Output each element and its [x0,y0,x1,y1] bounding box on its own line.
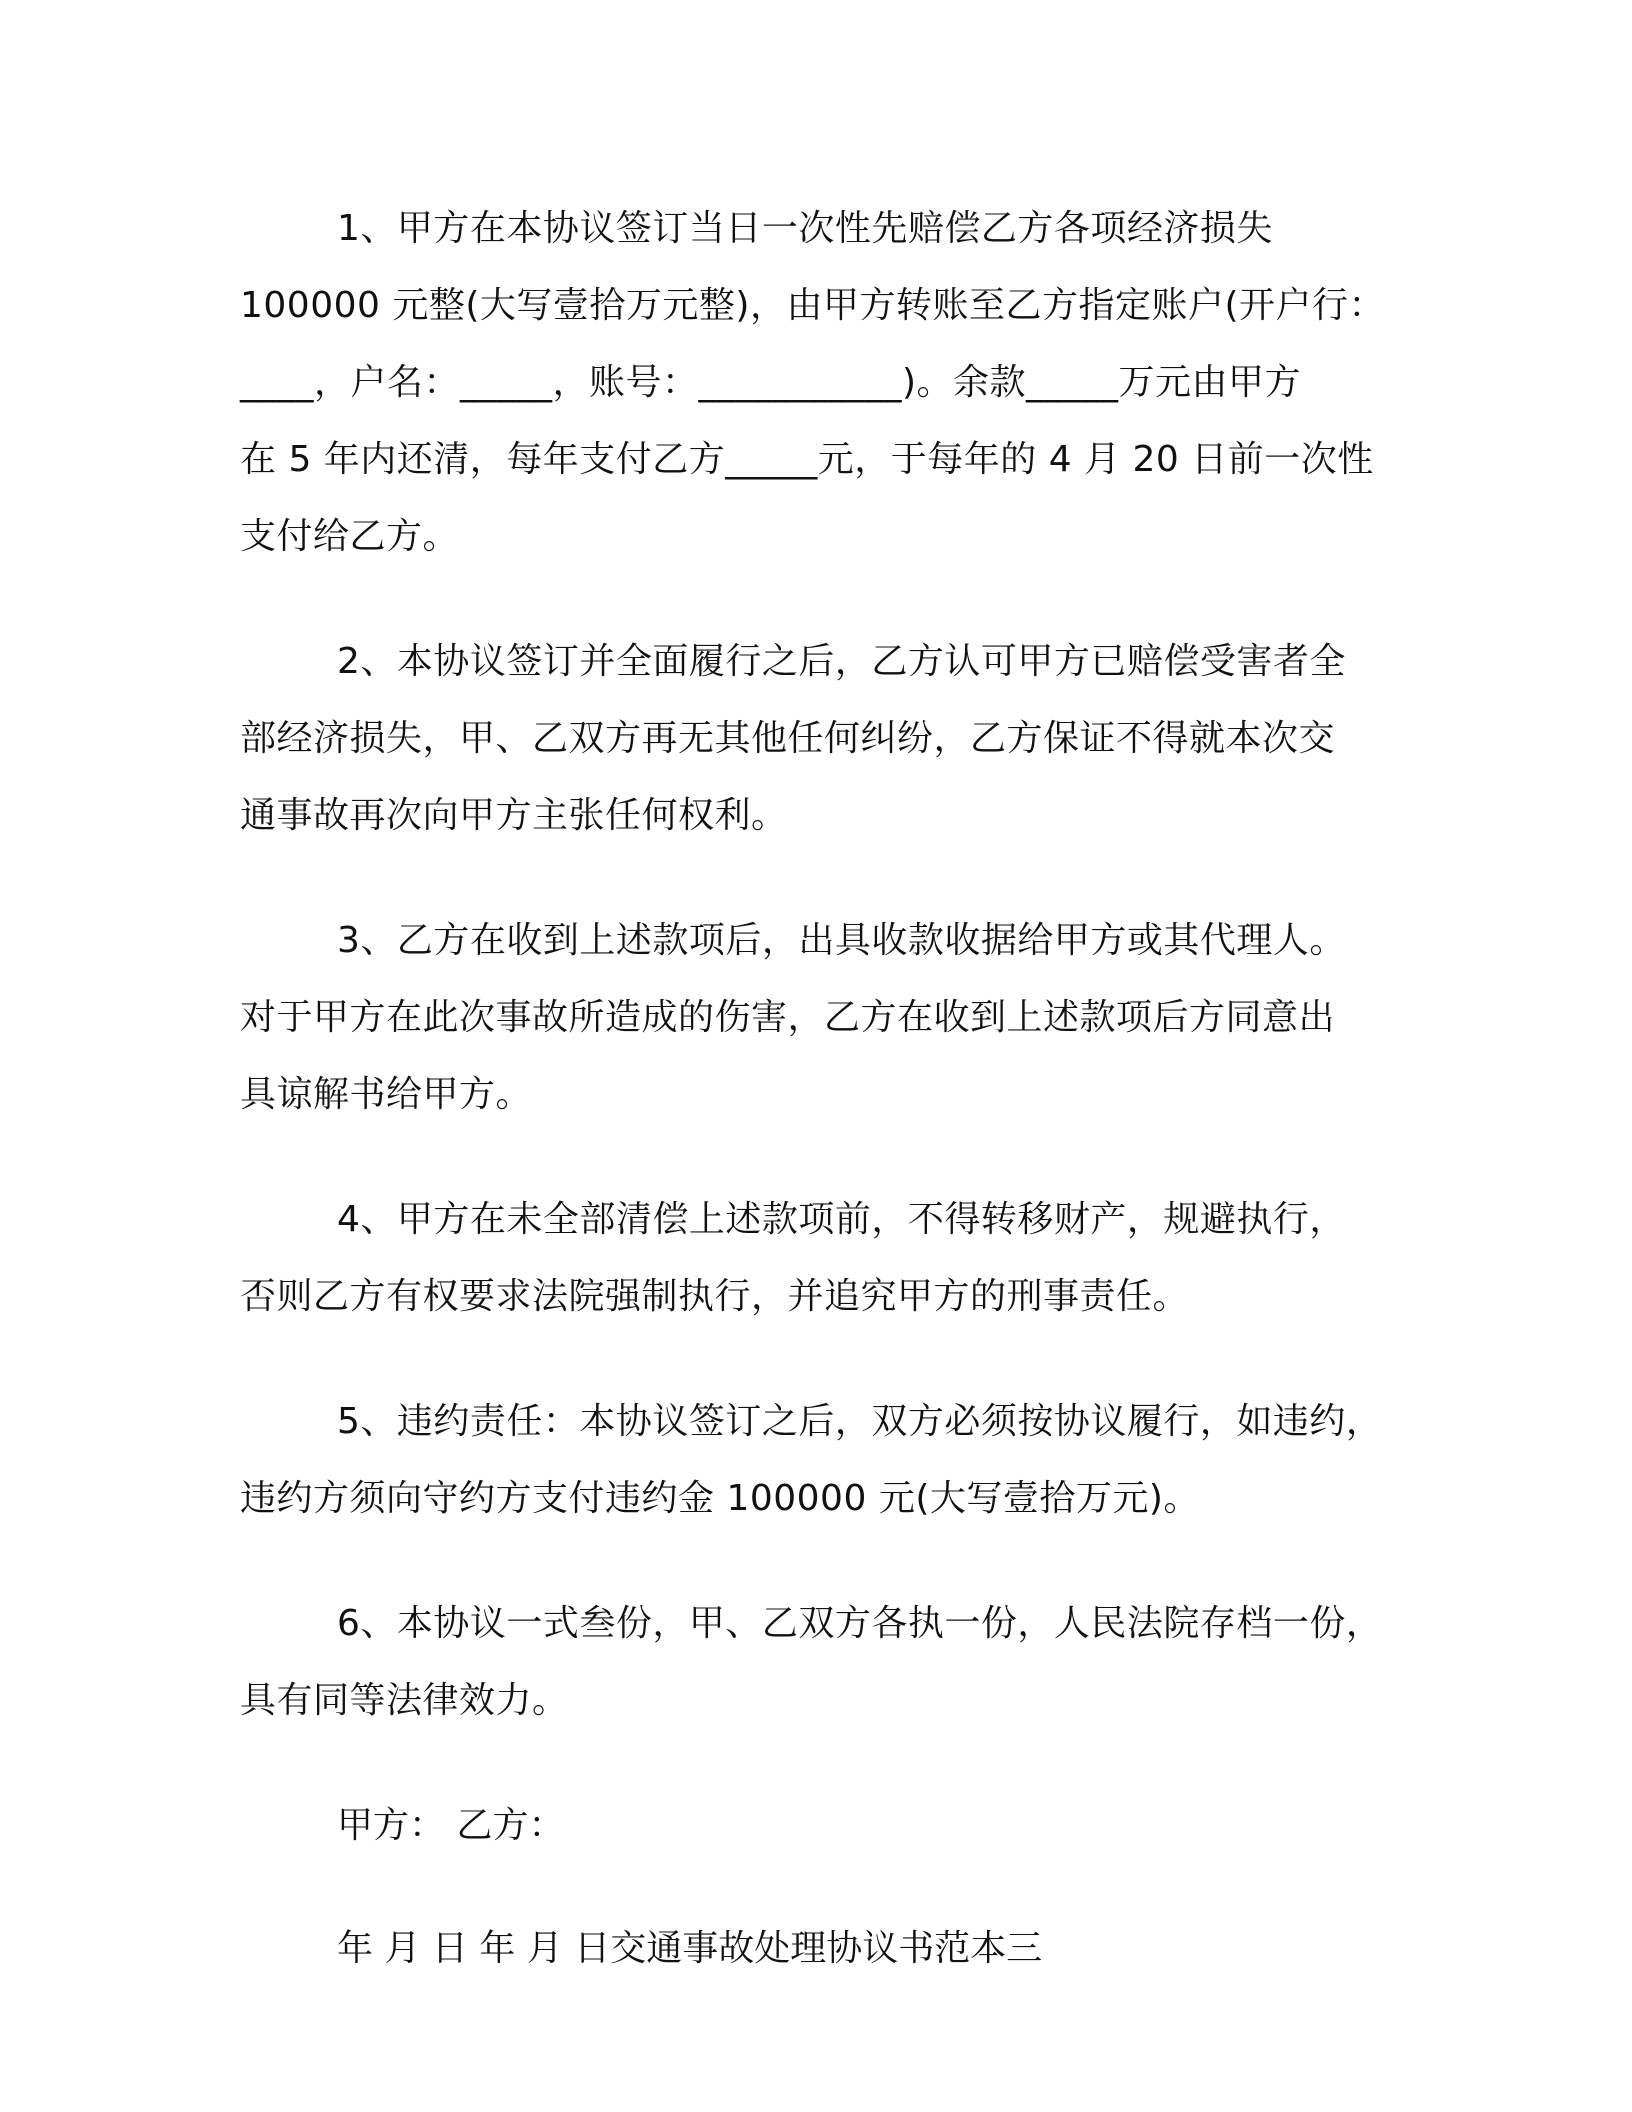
date-line: 年 月 日 年 月 日交通事故处理协议书范本三 [337,1928,1043,1969]
clause-line: 通事故再次向甲方主张任何权利。 [240,795,788,836]
clause-line: 6、本协议一式叁份，甲、乙双方各执一份，人民法院存档一份， [337,1603,1383,1644]
clause-line: ____，户名：_____，账号：___________)。余款_____万元由甲方 [240,362,1302,403]
clause-line: 对于甲方在此次事故所造成的伤害，乙方在收到上述款项后方同意出 [240,997,1336,1038]
clause-2 [240,623,1400,854]
clause-line: 否则乙方有权要求法院强制执行，并追究甲方的刑事责任。 [240,1276,1190,1317]
clause-line: 违约方须向守约方支付违约金 100000 元(大写壹拾万元)。 [240,1478,1200,1519]
clause-line: 3、乙方在收到上述款项后，出具收款收据给甲方或其代理人。 [337,920,1346,961]
clause-line: 100000 元整(大写壹拾万元整)，由甲方转账至乙方指定账户(开户行： [240,285,1386,326]
clause-1 [240,190,1400,575]
clause-line: 5、违约责任：本协议签订之后，双方必须按协议履行，如违约， [337,1401,1383,1442]
clause-line: 部经济损失，甲、乙双方再无其他任何纠纷，乙方保证不得就本次交 [240,718,1336,759]
clause-line: 4、甲方在未全部清偿上述款项前，不得转移财产，规避执行， [337,1199,1346,1240]
clause-6 [240,1585,1400,1739]
clause-line: 支付给乙方。 [240,516,460,557]
signature-line: 甲方： 乙方： [337,1805,565,1846]
clause-3 [240,902,1400,1133]
clause-5 [240,1383,1400,1537]
clause-line: 1、甲方在本协议签订当日一次性先赔偿乙方各项经济损失 [337,208,1273,249]
clause-line: 具有同等法律效力。 [240,1680,569,1721]
document-body [240,190,1400,2033]
clause-line: 2、本协议签订并全面履行之后，乙方认可甲方已赔偿受害者全 [337,641,1346,682]
clause-line: 具谅解书给甲方。 [240,1074,533,1115]
clause-4 [240,1181,1400,1335]
clause-line: 在 5 年内还清，每年支付乙方_____元，于每年的 4 月 20 日前一次性 [240,439,1374,480]
